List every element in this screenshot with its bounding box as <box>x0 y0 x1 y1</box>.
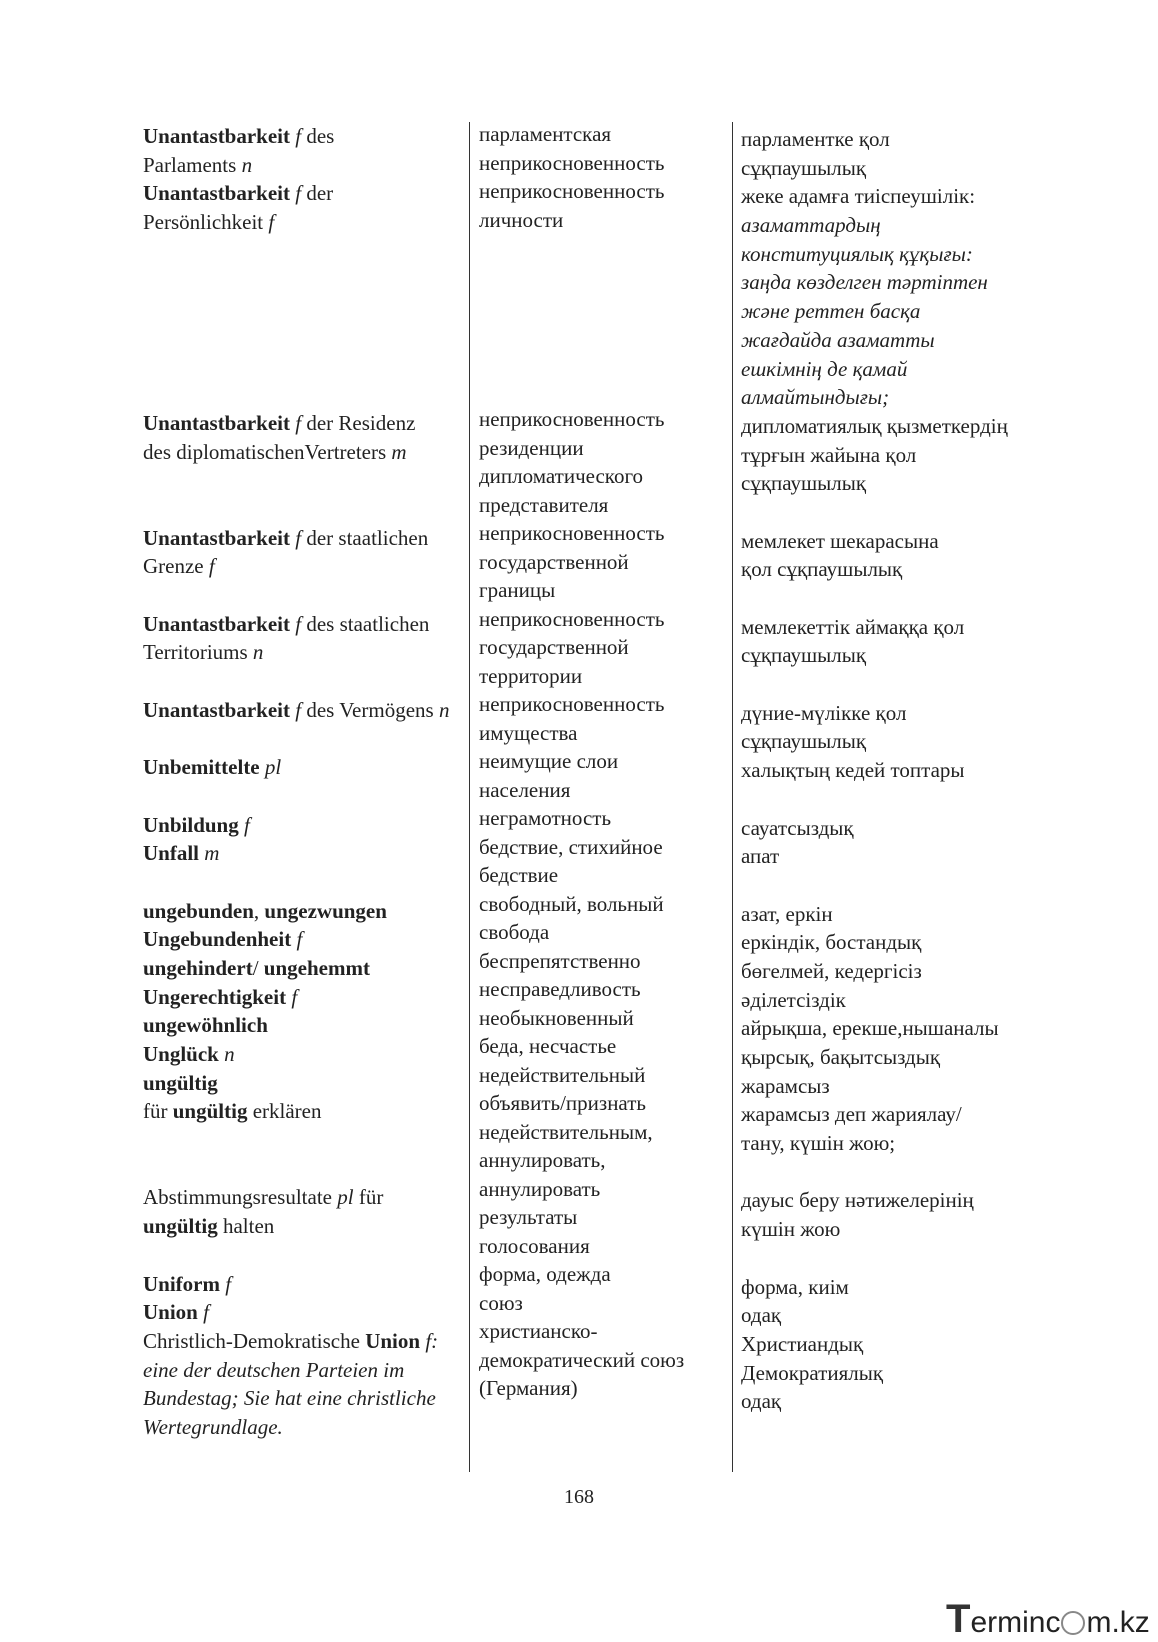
entry-text: erklären <box>247 1099 322 1124</box>
entry-text: тану, күшін жою; <box>741 1131 896 1156</box>
headword: Unbildung <box>143 812 239 837</box>
russian-line: голосования <box>479 1233 590 1258</box>
russian-line: неприкосновенность <box>479 179 665 203</box>
entry-text: des diplomatischenVertreters <box>143 439 392 464</box>
headword: ungültig <box>172 1099 248 1124</box>
german-line <box>143 1327 468 1356</box>
entry-text: бөгелмей, кедергісіз <box>741 958 922 983</box>
kazakh-line <box>741 1359 1071 1388</box>
entry-text: Abstimmungsresultate <box>143 1185 338 1210</box>
headword: ungebunden <box>143 898 254 923</box>
german-line <box>143 1356 468 1385</box>
entry-text: Parlaments <box>143 152 242 177</box>
grammar-note: f: <box>425 1328 439 1353</box>
russian-line <box>479 377 734 406</box>
german-line <box>143 524 468 553</box>
grammar-note: pl <box>264 755 282 780</box>
entry-text: сауатсыздық <box>741 815 854 840</box>
grammar-note: f <box>290 525 307 550</box>
german-line <box>143 237 468 266</box>
kazakh-line <box>741 584 1071 613</box>
entry-text: für <box>353 1185 384 1210</box>
entry-text: дүние-мүлікке қол <box>741 700 907 725</box>
grammar-note: және реттен басқа <box>741 299 921 324</box>
kazakh-line <box>741 641 1071 670</box>
grammar-note: f <box>291 984 298 1009</box>
kazakh-line <box>741 555 1071 584</box>
entry-text: des Vermögens <box>306 697 439 722</box>
headword: Uniform <box>143 1271 220 1296</box>
german-line <box>143 380 468 409</box>
german-line <box>143 811 468 840</box>
kazakh-line <box>741 900 1071 929</box>
german-line <box>143 638 468 667</box>
entry-text: halten <box>217 1214 275 1239</box>
grammar-note: заңда көзделген тәртіптен <box>741 270 988 295</box>
german-line <box>143 1097 468 1126</box>
grammar-note: pl <box>337 1185 354 1210</box>
russian-line <box>479 320 734 349</box>
german-line <box>143 294 468 323</box>
german-line <box>143 581 468 610</box>
german-line <box>143 954 468 983</box>
grammar-note: f <box>290 697 307 722</box>
russian-line: неприкосновенность <box>479 521 665 545</box>
kazakh-line <box>741 785 1071 814</box>
grammar-note: жағдайда азаматты <box>741 327 935 352</box>
kazakh-line <box>741 498 1071 527</box>
russian-line: свобода <box>479 920 550 944</box>
kazakh-line <box>741 240 1071 269</box>
kazakh-line <box>741 957 1071 986</box>
kazakh-line <box>741 383 1071 412</box>
kazakh-line <box>741 1129 1071 1158</box>
german-line <box>143 323 468 352</box>
german-line <box>143 753 468 782</box>
entry-text: еркіндік, бостандық <box>741 930 922 955</box>
grammar-note: f <box>243 812 250 837</box>
german-line <box>143 1011 468 1040</box>
russian-line <box>479 291 734 320</box>
german-column <box>143 122 468 1442</box>
russian-line: дипломатического <box>479 464 644 488</box>
logo-o-circle-icon <box>1061 1611 1085 1635</box>
grammar-note: f <box>268 210 275 235</box>
kazakh-column <box>741 125 1071 1416</box>
german-line <box>143 122 468 151</box>
german-line <box>143 466 468 495</box>
russian-line: несправедливость <box>479 977 641 1001</box>
grammar-note: n <box>224 1042 235 1066</box>
entry-text: Christlich-Demokratische <box>143 1328 366 1353</box>
grammar-note: конституциялық құқығы: <box>741 241 973 266</box>
russian-column <box>479 120 734 1403</box>
russian-line: территории <box>479 663 583 688</box>
grammar-note: f <box>208 554 215 579</box>
entry-text: сұқпаушылық <box>741 471 867 496</box>
russian-line: союз <box>479 1290 523 1315</box>
entry-text: одақ <box>741 1303 782 1328</box>
entry-text: der staatlichen <box>306 525 429 550</box>
entry-text: қырсық, бақытсыздық <box>741 1045 941 1069</box>
german-line <box>143 925 468 954</box>
russian-line: демократический союз <box>479 1347 685 1372</box>
grammar-note: m <box>391 439 407 464</box>
russian-line: неприкосновенность <box>479 606 665 631</box>
russian-line: имущества <box>479 720 578 745</box>
grammar-note: ешкімнің де қамай <box>741 356 908 381</box>
entry-text: des <box>306 124 335 148</box>
russian-line: границы <box>479 578 556 602</box>
russian-line: недействительным, <box>479 1119 653 1144</box>
german-line <box>143 1298 468 1327</box>
grammar-note: f <box>290 611 307 636</box>
grammar-note: азаматтардың <box>741 213 881 238</box>
headword: ungewöhnlich <box>143 1013 268 1038</box>
kazakh-line <box>741 182 1071 211</box>
russian-line: неимущие слои <box>479 749 619 773</box>
grammar-note: f <box>203 1300 209 1325</box>
russian-line: неприкосновенность <box>479 407 665 431</box>
headword: Unantastbarkeit <box>143 697 291 722</box>
russian-line: недействительный <box>479 1062 646 1087</box>
entry-text: сұқпаушылық <box>741 729 867 754</box>
headword: Union <box>365 1328 421 1353</box>
entry-text: форма, киім <box>741 1274 849 1299</box>
entry-text: азат, еркін <box>741 901 833 926</box>
entry-text: für <box>143 1099 173 1124</box>
page-number: 168 <box>564 1486 594 1508</box>
grammar-note: Bundestag; Sie hat eine christliche <box>143 1386 436 1411</box>
grammar-note: f <box>290 410 307 435</box>
russian-line <box>479 234 734 263</box>
entry-text: Persönlichkeit <box>143 210 269 235</box>
kazakh-line <box>741 154 1071 183</box>
logo-middle: erminc <box>970 1606 1061 1639</box>
russian-line: личности <box>479 207 564 232</box>
entry-text: des staatlichen <box>306 611 430 636</box>
russian-line: результаты <box>479 1205 578 1229</box>
kazakh-line <box>741 125 1071 154</box>
entry-text: der Residenz <box>306 410 416 435</box>
headword: Unglück <box>143 1042 219 1066</box>
german-line <box>143 265 468 294</box>
kazakh-line <box>741 211 1071 240</box>
russian-line: аннулировать <box>479 1176 601 1201</box>
grammar-note: f <box>290 124 307 148</box>
entry-text: / <box>252 955 264 980</box>
russian-line: бедствие, стихийное <box>479 834 663 859</box>
russian-line: свободный, вольный <box>479 891 664 916</box>
headword: Unantastbarkeit <box>143 410 291 435</box>
russian-line: бедствие <box>479 863 559 887</box>
grammar-note: f <box>290 181 307 206</box>
kazakh-line <box>741 842 1071 871</box>
entry-text: жеке адамға тиіспеушілік: <box>741 184 976 209</box>
german-line <box>143 724 468 753</box>
entry-text: мемлекеттік аймаққа қол <box>741 614 965 639</box>
russian-line <box>479 348 734 377</box>
kazakh-line <box>741 871 1071 900</box>
german-line <box>143 1069 468 1098</box>
russian-line: форма, одежда <box>479 1262 611 1286</box>
russian-line: неприкосновенность <box>479 692 665 716</box>
russian-line: неприкосновенность <box>479 150 665 175</box>
german-line <box>143 839 468 868</box>
russian-line: населения <box>479 777 571 802</box>
kazakh-line <box>741 1014 1071 1043</box>
kazakh-line <box>741 986 1071 1015</box>
grammar-note: f <box>296 927 303 952</box>
entry-text: сұқпаушылық <box>741 643 867 668</box>
russian-line: аннулировать, <box>479 1148 606 1172</box>
kazakh-line <box>741 1100 1071 1129</box>
headword: ungezwungen <box>264 898 387 923</box>
terminkom-logo <box>946 1597 1150 1642</box>
kazakh-line <box>741 1273 1071 1302</box>
kazakh-line <box>741 326 1071 355</box>
logo-initial: T <box>946 1597 971 1641</box>
grammar-note: m <box>204 841 220 866</box>
kazakh-line <box>741 1301 1071 1330</box>
german-line <box>143 983 468 1012</box>
entry-text: қол сұқпаушылық <box>741 557 903 582</box>
column-divider-left <box>469 122 470 1472</box>
german-line <box>143 897 468 926</box>
kazakh-line <box>741 1215 1071 1244</box>
german-line <box>143 179 468 208</box>
kazakh-line <box>741 1186 1071 1215</box>
kazakh-line <box>741 727 1071 756</box>
german-line <box>143 208 468 237</box>
entry-text: тұрғын жайына қол <box>741 442 917 467</box>
german-line <box>143 1384 468 1413</box>
entry-text: Демократиялық <box>741 1360 884 1385</box>
entry-text: апат <box>741 844 780 869</box>
headword: ungültig <box>143 1214 218 1239</box>
entry-text: Territoriums <box>143 640 253 665</box>
kazakh-line <box>741 1387 1071 1416</box>
german-line <box>143 1413 468 1442</box>
entry-text: дипломатиялық қызметкердің <box>741 413 1008 438</box>
russian-line: неграмотность <box>479 806 612 830</box>
kazakh-line <box>741 699 1071 728</box>
grammar-note: алмайтындығы; <box>741 385 890 410</box>
german-line <box>143 1126 468 1155</box>
entry-text: жарамсыз деп жариялау/ <box>741 1102 962 1127</box>
german-line <box>143 495 468 524</box>
entry-text: халықтың кедей топтары <box>741 758 965 783</box>
russian-line: (Германия) <box>479 1376 578 1400</box>
grammar-note: eine der deutschen Parteien im <box>143 1357 405 1382</box>
headword: Union <box>143 1300 198 1325</box>
kazakh-line <box>741 814 1071 843</box>
german-line <box>143 438 468 467</box>
kazakh-line <box>741 1043 1071 1072</box>
grammar-note: n <box>252 640 264 665</box>
grammar-note: n <box>241 152 253 177</box>
russian-line: резиденции <box>479 435 584 460</box>
russian-line: государственной <box>479 549 629 574</box>
headword: Unantastbarkeit <box>143 181 291 206</box>
headword: Unantastbarkeit <box>143 525 291 550</box>
kazakh-line <box>741 527 1071 556</box>
german-line <box>143 696 468 725</box>
german-line <box>143 1040 468 1069</box>
column-divider-right <box>732 122 733 1472</box>
german-line <box>143 610 468 639</box>
german-line <box>143 151 468 180</box>
entry-text: мемлекет шекарасына <box>741 528 939 553</box>
headword: ungültig <box>143 1070 218 1095</box>
headword: Ungerechtigkeit <box>143 984 287 1009</box>
kazakh-line <box>741 613 1071 642</box>
headword: Unbemittelte <box>143 755 260 780</box>
german-line <box>143 1212 468 1241</box>
grammar-note: f <box>225 1271 232 1296</box>
german-line <box>143 1241 468 1270</box>
kazakh-line <box>741 1072 1071 1101</box>
german-line <box>143 1155 468 1184</box>
kazakh-line <box>741 1158 1071 1187</box>
russian-line: парламентская <box>479 122 612 146</box>
kazakh-line <box>741 928 1071 957</box>
russian-line: христианско- <box>479 1319 598 1343</box>
russian-line: объявить/признать <box>479 1091 646 1115</box>
kazakh-line <box>741 1244 1071 1273</box>
russian-line: необыкновенный <box>479 1005 634 1030</box>
german-line <box>143 868 468 897</box>
entry-text: парламентке қол <box>741 127 890 151</box>
entry-text: күшін жою <box>741 1217 841 1242</box>
headword: ungehindert <box>143 955 253 980</box>
kazakh-line <box>741 441 1071 470</box>
kazakh-line <box>741 670 1071 699</box>
german-line <box>143 667 468 696</box>
russian-line: представителя <box>479 492 609 517</box>
german-line <box>143 352 468 381</box>
entry-text: әділетсіздік <box>741 987 846 1012</box>
kazakh-line <box>741 469 1071 498</box>
entry-text: дауыс беру нәтижелерінің <box>741 1188 974 1213</box>
entry-text: сұқпаушылық <box>741 155 867 180</box>
kazakh-line <box>741 412 1071 441</box>
russian-line: государственной <box>479 635 629 659</box>
russian-line: беспрепятственно <box>479 948 641 973</box>
german-line <box>143 782 468 811</box>
entry-text: der <box>306 181 334 206</box>
german-line <box>143 1270 468 1299</box>
kazakh-line <box>741 756 1071 785</box>
entry-text: жарамсыз <box>741 1073 830 1098</box>
entry-text: Христиандық <box>741 1331 864 1356</box>
kazakh-line <box>741 268 1071 297</box>
german-line <box>143 409 468 438</box>
german-line <box>143 1183 468 1212</box>
headword: Unfall <box>143 841 200 866</box>
grammar-note: n <box>438 697 450 722</box>
headword: Ungebundenheit <box>143 927 292 952</box>
kazakh-line <box>741 297 1071 326</box>
entry-text: одақ <box>741 1389 782 1414</box>
grammar-note: Wertegrundlage. <box>143 1414 283 1439</box>
headword: ungehemmt <box>263 955 370 980</box>
entry-text: айрықша, ерекше,нышаналы <box>741 1016 999 1041</box>
russian-line: беда, несчастье <box>479 1034 617 1058</box>
headword: Unantastbarkeit <box>143 611 291 636</box>
headword: Unantastbarkeit <box>143 124 291 148</box>
kazakh-line <box>741 355 1071 384</box>
entry-text: Grenze <box>143 554 209 579</box>
kazakh-line <box>741 1330 1071 1359</box>
german-line <box>143 552 468 581</box>
russian-line <box>479 263 734 292</box>
entry-text: , <box>253 898 265 923</box>
logo-suffix: m.kz <box>1086 1606 1150 1639</box>
